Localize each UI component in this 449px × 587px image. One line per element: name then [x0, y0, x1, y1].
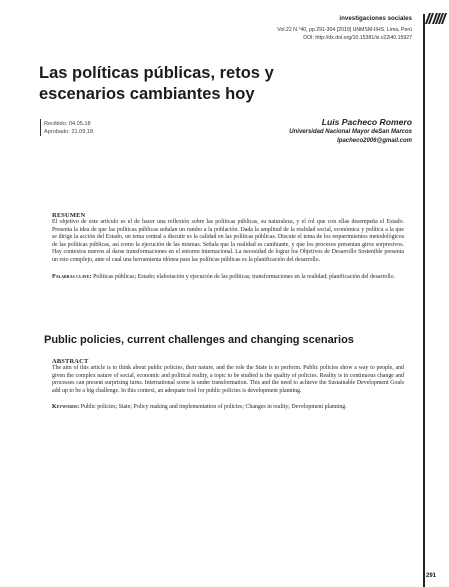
page-number: 291 — [426, 573, 437, 579]
approved-date: Aprobado: 21.09.18 — [44, 129, 94, 135]
english-title: Public policies, current challenges and changing scenarios — [44, 334, 354, 346]
resumen-keywords — [52, 274, 404, 282]
article-dates — [44, 120, 93, 136]
resumen-text: El objetivo de este artículo es el de hacer una reflexión sobre las políticas públicas, su naturaleza, y el rol que con ellas desempeña el Estado. Presenta la idea de que las políticas públicas señalan un rumbo a la población. Dada la amplitud de la realidad social, económica y política a la que se dirige la acción del Estado, un tema central a discutir es la calidad en las políticas públicas. Discute el tema de los requerimientos metodológicos de las políticas públicas, así como la ejecución de las mismas. Señala que la realidad es cambiante, y que los procesos presentan giros sorpresivos. Hay contextos nuevos al darse transformaciones en el entorno internacional. La necesidad de lograr los Objetivos de Desarrollo Sostenible presenta un reto complejo, ante el cual una herramienta idónea para las políticas públicas es la planificación del desarrollo. — [52, 219, 404, 263]
vertical-rule — [423, 14, 425, 587]
dates-divider — [40, 119, 41, 136]
volume-line: Vol.22 N.°40, pp.291-304 [2019] UNMSM-IIHS. Lima, Perú — [277, 27, 412, 33]
journal-name: investigaciones sociales — [339, 15, 412, 22]
doi-line: DOI: http://dx.doi.org/10.15381/is.v22i40.15927 — [303, 35, 412, 41]
abstract-text: The aim of this article is to think about public policies, their nature, and the role the State is to perform. Public policies show a way to people, and given the complex nature of social, economic and political reality, a topic to be studied is the quality of policies. Reality is in continuous change and processes can present surprising turns. International scene is under transformation. This and the need to achieve the Sustainable Development Goals add up to be a big challenge. In this context, an adequate tool for public policies is development planning. — [52, 365, 404, 394]
author-block — [289, 117, 412, 145]
abstract-section — [52, 358, 404, 412]
resumen-section — [52, 212, 404, 281]
resumen-heading: RESUMEN — [52, 212, 86, 219]
abstract-keywords-text: Public policies; State; Policy making and implementation of policies; Changes in reality; Development planning. — [79, 404, 347, 411]
resumen-keywords-text: Políticas públicas; Estado; elaboración y ejecución de las políticas; transformaciones en la realidad; planificación del desarrollo. — [91, 273, 396, 280]
abstract-heading: ABSTRACT — [52, 358, 89, 365]
abstract-keywords-label: Keywords: — [52, 404, 80, 411]
author-email: lpacheco2006@gmail.com — [337, 137, 412, 144]
article-title: Las políticas públicas, retos y escenarios cambiantes hoy — [39, 64, 274, 103]
abstract-keywords — [52, 404, 404, 412]
author-affiliation: Universidad Nacional Mayor deSan Marcos — [289, 129, 412, 135]
author-name: Luis Pacheco Romero — [321, 117, 412, 127]
resumen-keywords-label: Palabras clave: — [52, 273, 92, 280]
received-date: Recibido: 04.05.18 — [44, 121, 91, 127]
journal-mark-icon — [427, 13, 445, 24]
margin-rule — [423, 0, 449, 587]
